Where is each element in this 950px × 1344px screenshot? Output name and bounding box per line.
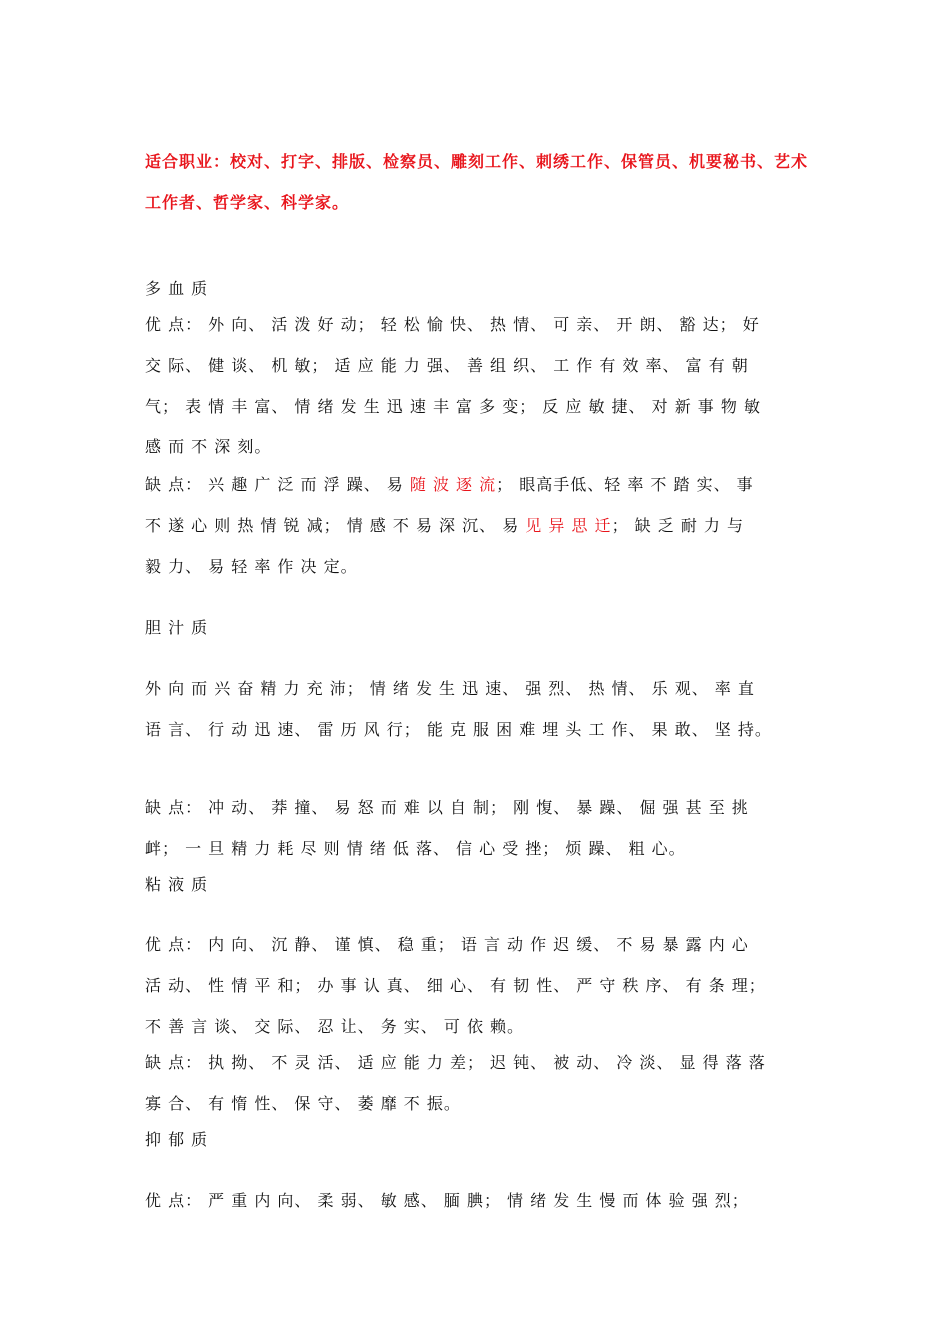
careers-line-1: 适合职业：校对、打字、排版、检察员、雕刻工作、刺绣工作、保管员、机要秘书、艺术 [145, 152, 809, 171]
phlegmatic-pros-line-3: 不 善 言 谈、 交 际、 忍 让、 务 实、 可 依 赖。 [145, 1017, 525, 1036]
phlegmatic-pros-line-2: 活 动、 性 情 平 和； 办 事 认 真、 细 心、 有 韧 性、 严 守 秩 序、 有 条 理； [145, 976, 766, 995]
sanguine-pros-line-1: 优 点： 外 向、 活 泼 好 动； 轻 松 愉 快、 热 情、 可 亲、 开 朗、 豁 达； 好 [145, 315, 760, 334]
cons-text: 缺 点： 兴 趣 广 泛 而 浮 躁、 易 [145, 475, 410, 494]
sanguine-cons-line-3: 毅 力、 易 轻 率 作 决 定。 [145, 557, 358, 576]
choleric-cons-line-2: 衅； 一 旦 精 力 耗 尽 则 情 绪 低 落、 信 心 受 挫； 烦 躁、 粗 心。 [145, 839, 686, 858]
sanguine-cons-line-2 [145, 515, 744, 537]
sanguine-cons-line-1 [145, 474, 754, 496]
highlighted-phrase: 随 波 逐 流 [409, 475, 497, 494]
sanguine-pros-line-2: 交 际、 健 谈、 机 敏； 适 应 能 力 强、 善 组 织、 工 作 有 效 率、 富 有 朝 [145, 356, 749, 375]
section-heading-choleric: 胆 汁 质 [145, 618, 209, 637]
careers-line-2: 工作者、哲学家、科学家。 [145, 193, 350, 212]
phlegmatic-cons-line-2: 寡 合、 有 惰 性、 保 守、 萎 靡 不 振。 [145, 1094, 461, 1113]
phlegmatic-cons-line-1: 缺 点： 执 拗、 不 灵 活、 适 应 能 力 差； 迟 钝、 被 动、 冷 淡、 显 得 落 落 [145, 1053, 766, 1072]
melancholic-pros-line-1: 优 点： 严 重 内 向、 柔 弱、 敏 感、 腼 腆； 情 绪 发 生 慢 而 体 验 强 烈； [145, 1191, 749, 1210]
section-heading-melancholic: 抑 郁 质 [145, 1130, 209, 1149]
choleric-pros-line-2: 语 言、 行 动 迅 速、 雷 历 风 行； 能 克 服 困 难 埋 头 工 作、 果 敢、 坚 持。 [145, 720, 772, 739]
phlegmatic-pros-line-1: 优 点： 内 向、 沉 静、 谨 慎、 稳 重； 语 言 动 作 迟 缓、 不 易 暴 露 内 心 [145, 935, 749, 954]
cons-text: ； 缺 乏 耐 力 与 [611, 516, 744, 535]
highlighted-phrase: 见 异 思 迁 [525, 516, 612, 535]
sanguine-pros-line-3: 气； 表 情 丰 富、 情 绪 发 生 迅 速 丰 富 多 变； 反 应 敏 捷、 对 新 事 物 敏 [145, 397, 761, 416]
choleric-pros-line-1: 外 向 而 兴 奋 精 力 充 沛； 情 绪 发 生 迅 速、 强 烈、 热 情、 乐 观、 率 直 [145, 679, 755, 698]
sanguine-pros-line-4: 感 而 不 深 刻。 [145, 437, 272, 456]
section-heading-phlegmatic: 粘 液 质 [145, 875, 209, 894]
cons-text: ； 眼高手低、轻 率 不 踏 实、 事 [496, 475, 754, 494]
section-heading-sanguine: 多 血 质 [145, 279, 209, 298]
choleric-cons-line-1: 缺 点： 冲 动、 莽 撞、 易 怒 而 难 以 自 制； 刚 愎、 暴 躁、 倔 强 甚 至 挑 [145, 798, 749, 817]
cons-text: 不 遂 心 则 热 情 锐 减； 情 感 不 易 深 沉、 易 [145, 516, 526, 535]
